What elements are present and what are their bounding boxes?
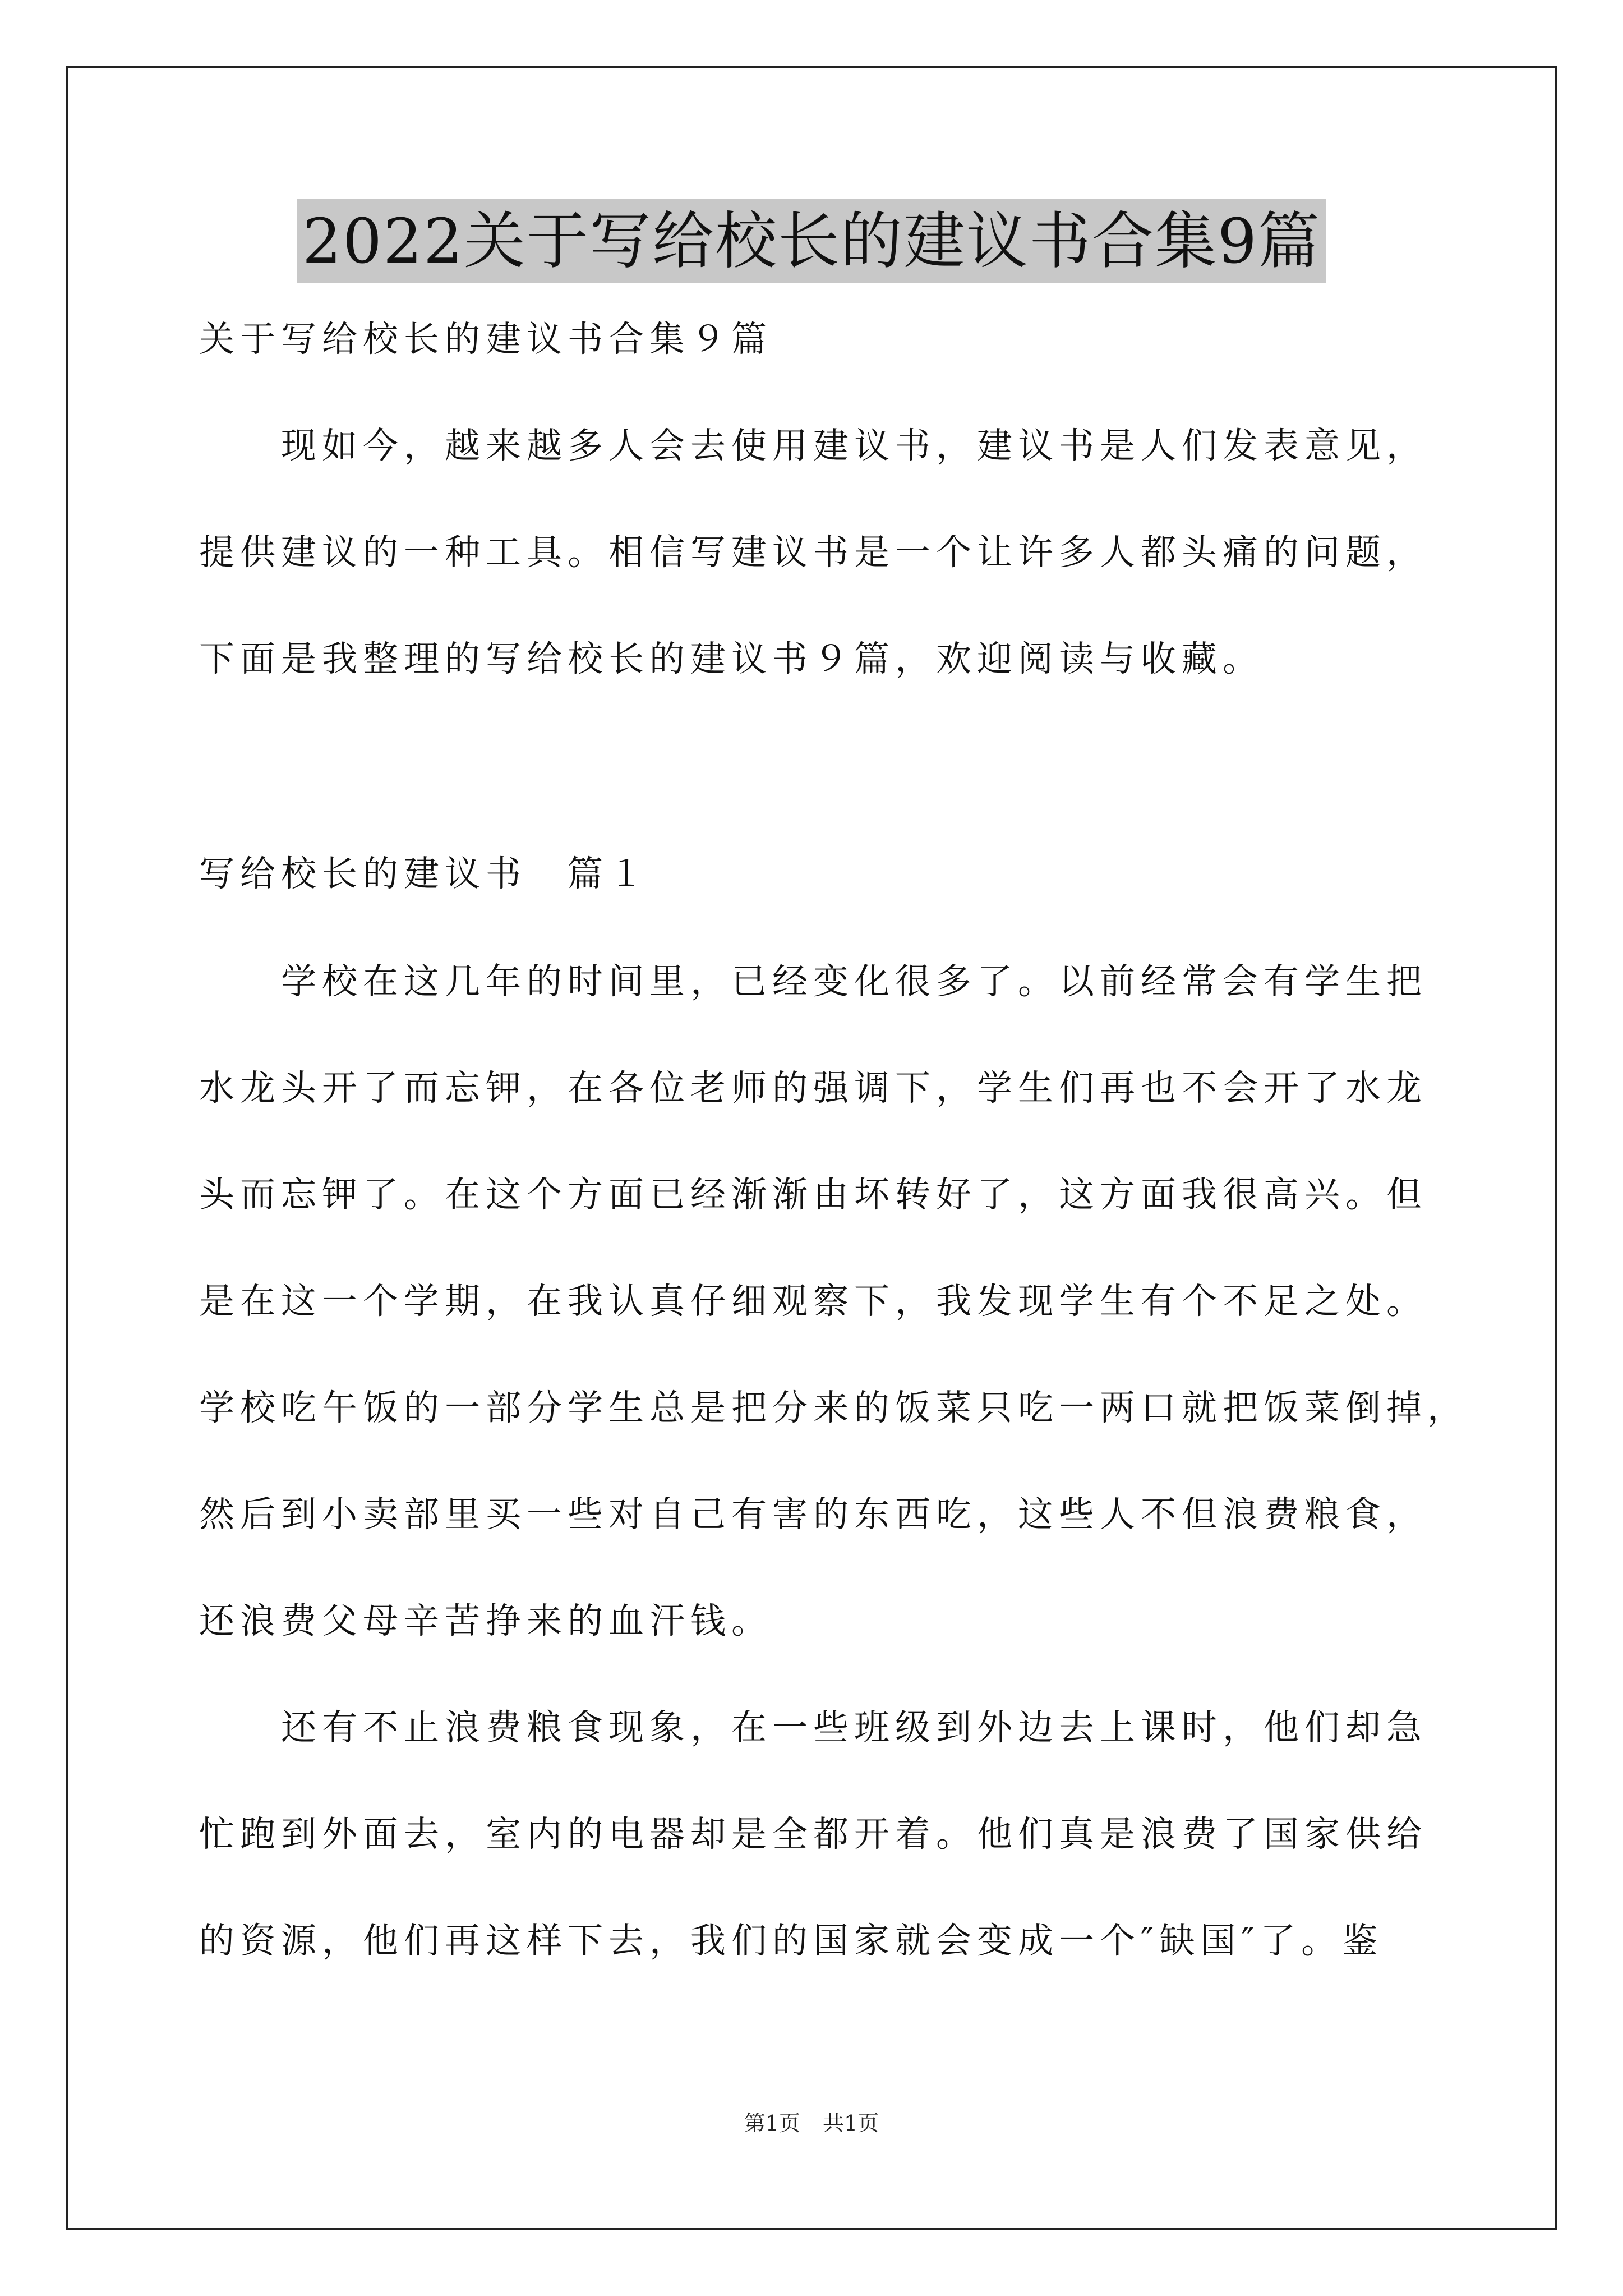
body-line: 提供建议的一种工具。相信写建议书是一个让许多人都头痛的问题，: [199, 532, 1427, 573]
body-line: 还有不止浪费粮食现象，在一些班级到外边去上课时，他们却急: [199, 1707, 1427, 1748]
page-total: 共1页: [823, 2111, 879, 2136]
page-number: 第1页: [744, 2111, 800, 2136]
document-title: 2022关于写给校长的建议书合集9篇: [297, 199, 1326, 283]
body-line: 水龙头开了而忘钾，在各位老师的强调下，学生们再也不会开了水龙: [199, 1068, 1427, 1108]
body-line: 下面是我整理的写给校长的建议书９篇，欢迎阅读与收藏。: [199, 638, 1264, 679]
body-line: 忙跑到外面去，室内的电器却是全都开着。他们真是浪费了国家供给: [199, 1814, 1427, 1855]
title-container: [0, 199, 1623, 283]
subtitle-line: 关于写给校长的建议书合集９篇: [199, 319, 772, 360]
page-border: [66, 66, 1557, 2230]
body-line: 现如今，越来越多人会去使用建议书，建议书是人们发表意见，: [199, 425, 1427, 466]
body-line: 学校在这几年的时间里，已经变化很多了。以前经常会有学生把: [199, 961, 1427, 1002]
body-line: 的资源，他们再这样下去，我们的国家就会变成一个″缺国″了。鉴: [199, 1920, 1384, 1961]
body-line: 学校吃午饭的一部分学生总是把分来的饭菜只吃一两口就把饭菜倒掉，: [199, 1387, 1468, 1428]
body-line: 然后到小卖部里买一些对自己有害的东西吃，这些人不但浪费粮食，: [199, 1494, 1427, 1535]
body-line: 头而忘钾了。在这个方面已经渐渐由坏转好了，这方面我很高兴。但: [199, 1174, 1427, 1215]
body-line: 还浪费父母辛苦挣来的血汗钱。: [199, 1600, 772, 1641]
body-line: 是在这一个学期，在我认真仔细观察下，我发现学生有个不足之处。: [199, 1281, 1427, 1322]
page-footer: [0, 2109, 1623, 2137]
section-heading: 写给校长的建议书 篇１: [199, 853, 649, 894]
